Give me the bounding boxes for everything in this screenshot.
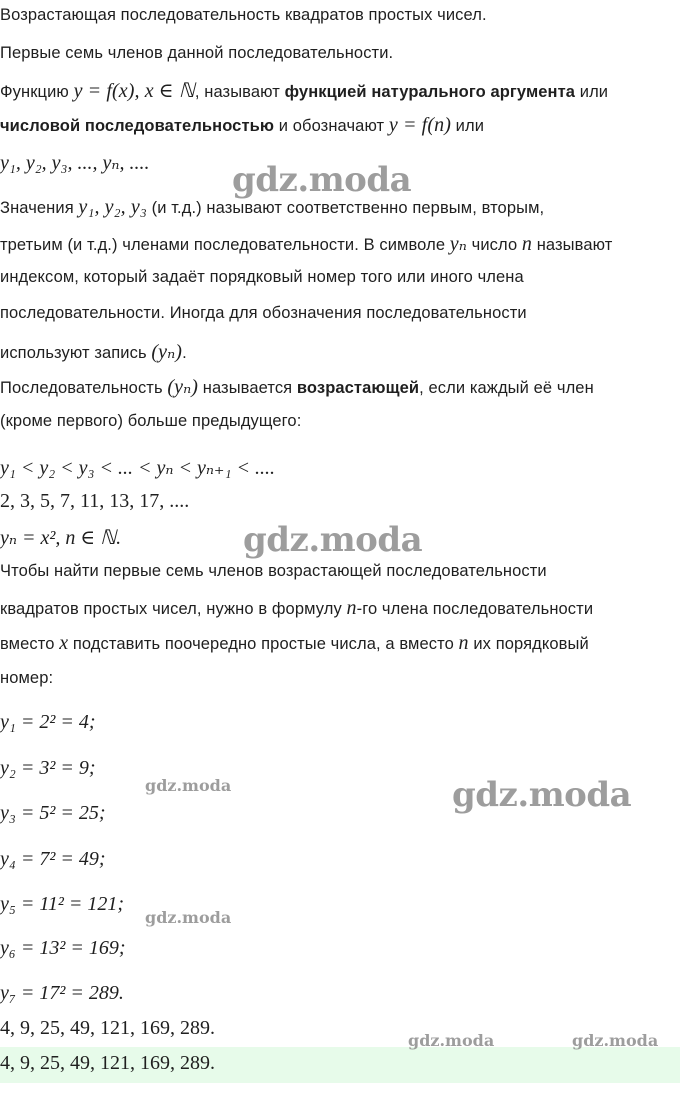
watermark-logo: gdz.moda (145, 776, 232, 795)
math-primes: 2, 3, 5, 7, 11, 13, 17, .... (0, 490, 190, 512)
calc-line-5: y₅ = 11² = 121; (0, 893, 124, 915)
math-terms: y₁, y₂, y₃ (78, 196, 147, 218)
text: Последовательность (0, 379, 163, 397)
paragraph-number: номер: (0, 669, 54, 687)
watermark-logo: gdz.moda (572, 1031, 659, 1050)
paragraph-title: Возрастающая последовательность квадратов простых чисел. (0, 6, 487, 24)
paragraph-to-find: Чтобы найти первые семь членов возрастающей последовательности (0, 562, 547, 580)
calc-line-3: y₃ = 5² = 25; (0, 802, 106, 824)
text: используют запись (0, 344, 147, 362)
text: называют (536, 236, 613, 254)
text: . (182, 344, 187, 362)
paragraph-first-seven: Первые семь членов данной последовательности. (0, 44, 394, 62)
paragraph-function-def (0, 78, 608, 103)
calc-line-1: y₁ = 2² = 4; (0, 711, 96, 733)
watermark-logo: gdz.moda (145, 908, 232, 927)
text: число (471, 236, 518, 254)
text: , если каждый её член (419, 379, 594, 397)
math-n: n (458, 632, 469, 654)
paragraph-sequence-def (0, 114, 484, 137)
watermark-logo: gdz.moda (408, 1031, 495, 1050)
text: третьим (и т.д.) членами последовательности. В символе (0, 236, 446, 254)
calc-line-2: y₂ = 3² = 9; (0, 757, 96, 779)
text: Функцию (0, 83, 69, 101)
calc-line-7: y₇ = 17² = 289. (0, 982, 124, 1004)
math-x: x (59, 632, 69, 654)
math-formula: yₙ = x², n ∈ ℕ. (0, 527, 122, 549)
paragraph-increasing (0, 374, 594, 399)
math-inequality-chain: y₁ < y₂ < y₃ < ... < yₙ < yₙ₊₁ < .... (0, 457, 275, 479)
calc-line-4: y₄ = 7² = 49; (0, 848, 106, 870)
math-yn-paren: (yₙ) (151, 341, 183, 363)
bold-term: числовой последовательностью (0, 117, 275, 135)
text: вместо (0, 635, 55, 653)
watermark-logo: gdz.moda (232, 160, 412, 200)
bold-term: возрастающей (296, 379, 420, 397)
paragraph-formula-n (0, 597, 593, 620)
paragraph-record (0, 339, 187, 364)
bold-term: функцией натурального аргумента (284, 83, 576, 101)
math-sequence-list: y₁, y₂, y₃, ..., yₙ, .... (0, 152, 150, 174)
watermark-logo: gdz.moda (452, 775, 632, 815)
paragraph-except-first: (кроме первого) больше предыдущего: (0, 412, 302, 430)
result-line: 4, 9, 25, 49, 121, 169, 289. (0, 1017, 215, 1039)
math-n: n (346, 597, 357, 619)
text: и обозначают (278, 117, 385, 135)
text: или (455, 117, 485, 135)
text: или (579, 83, 609, 101)
watermark-logo: gdz.moda (243, 520, 423, 560)
math-function: y = f(x), x ∈ ℕ (73, 80, 195, 102)
text: квадратов простых чисел, нужно в формулу (0, 600, 342, 618)
text: называется (202, 379, 293, 397)
text: (и т.д.) называют соответственно первым, вторым, (151, 199, 545, 217)
answer-line: 4, 9, 25, 49, 121, 169, 289. (0, 1052, 215, 1074)
math-yn-paren: (yₙ) (167, 376, 199, 398)
text: , называют (194, 83, 280, 101)
math-function-n: y = f(n) (388, 114, 451, 136)
text: Значения (0, 199, 74, 217)
text: их порядковый (473, 635, 589, 653)
math-n: n (521, 233, 533, 255)
paragraph-index: индексом, который задаёт порядковый номер того или иного члена (0, 268, 524, 286)
paragraph-members (0, 231, 612, 256)
math-yn: yₙ (449, 233, 467, 255)
paragraph-notation: последовательности. Иногда для обозначения последовательности (0, 304, 527, 322)
calc-line-6: y₆ = 13² = 169; (0, 937, 126, 959)
paragraph-substitute (0, 632, 589, 655)
text: подставить поочередно простые числа, а вместо (72, 635, 454, 653)
text: -го члена последовательности (356, 600, 594, 618)
